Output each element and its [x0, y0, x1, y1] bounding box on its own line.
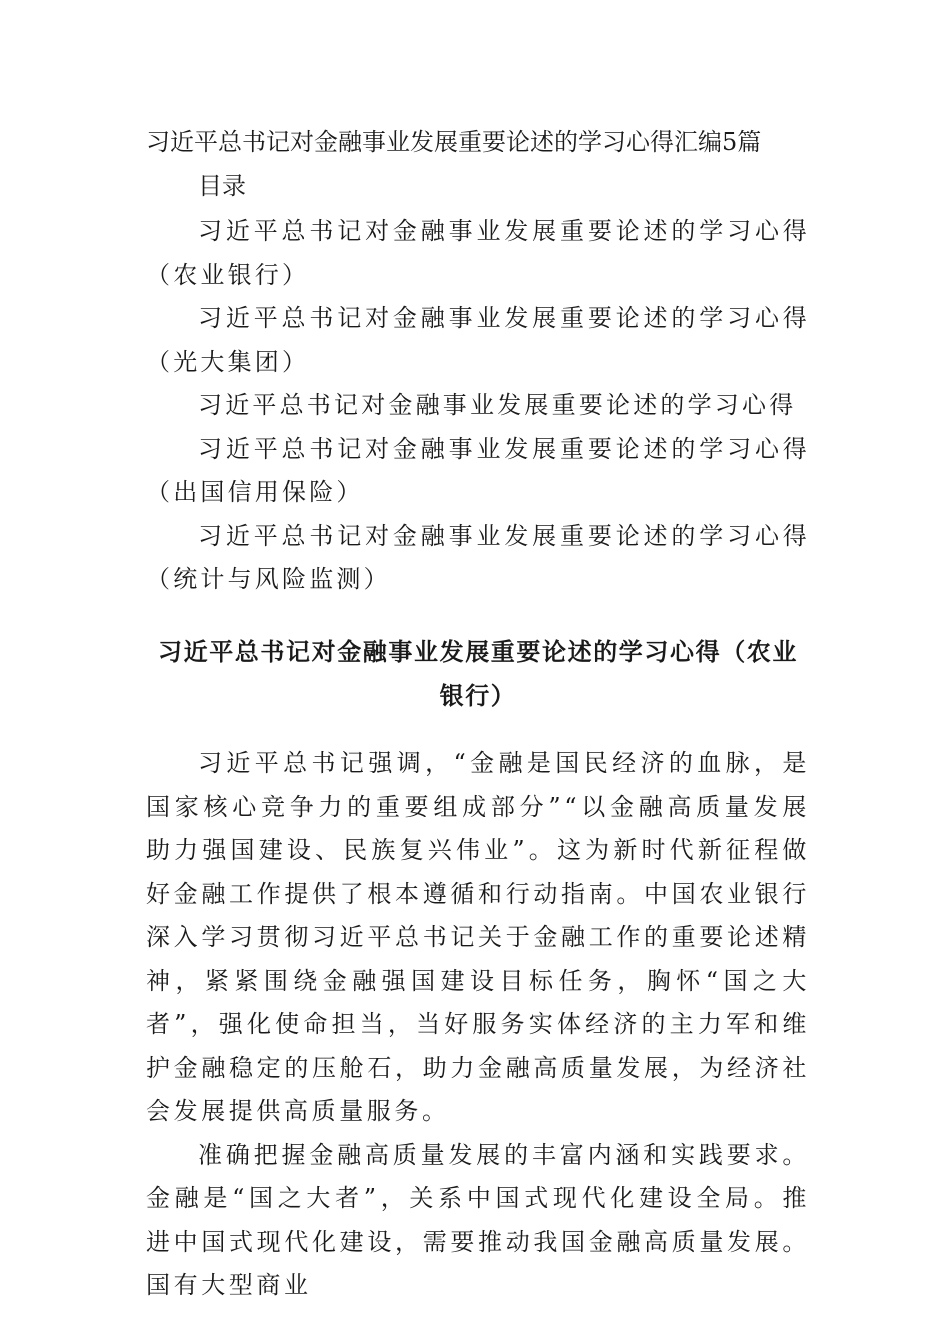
table-of-contents	[146, 210, 810, 602]
toc-heading: 目录	[198, 172, 246, 200]
document-title: 习近平总书记对金融事业发展重要论述的学习心得汇编5篇	[146, 128, 762, 156]
toc-item-everbright-group[interactable]: 习近平总书记对金融事业发展重要论述的学习心得（光大集团）	[146, 304, 810, 376]
toc-item-agricultural-bank[interactable]: 习近平总书记对金融事业发展重要论述的学习心得（农业银行）	[146, 217, 810, 289]
toc-item-statistics-risk-monitoring[interactable]: 习近平总书记对金融事业发展重要论述的学习心得（统计与风险监测）	[146, 521, 810, 593]
toc-item-export-credit-insurance[interactable]: 习近平总书记对金融事业发展重要论述的学习心得（出国信用保险）	[146, 434, 810, 506]
body-paragraph: 准确把握金融高质量发展的丰富内涵和实践要求。金融是“国之大者”，关系中国式现代化建设全局。推进中国式现代化建设，需要推动我国金融高质量发展。国有大型商业	[146, 1140, 810, 1299]
toc-item-general[interactable]: 习近平总书记对金融事业发展重要论述的学习心得	[198, 391, 797, 419]
section-body	[146, 742, 810, 1308]
body-paragraph: 习近平总书记强调，“金融是国民经济的血脉，是国家核心竞争力的重要组成部分”“以金融高质量发展助力强国建设、民族复兴伟业”。这为新时代新征程做好金融工作提供了根本遵循和行动指南。中国农业银行深入学习贯彻习近平总书记关于金融工作的重要论述精神，紧紧围绕金融强国建设目标任务，胸怀“国之大者”，强化使命担当，当好服务实体经济的主力军和维护金融稳定的压舱石，助力金融高质量发展，为经济社会发展提供高质量服务。	[146, 749, 810, 1125]
section-title: 习近平总书记对金融事业发展重要论述的学习心得（农业银行）	[158, 638, 798, 710]
